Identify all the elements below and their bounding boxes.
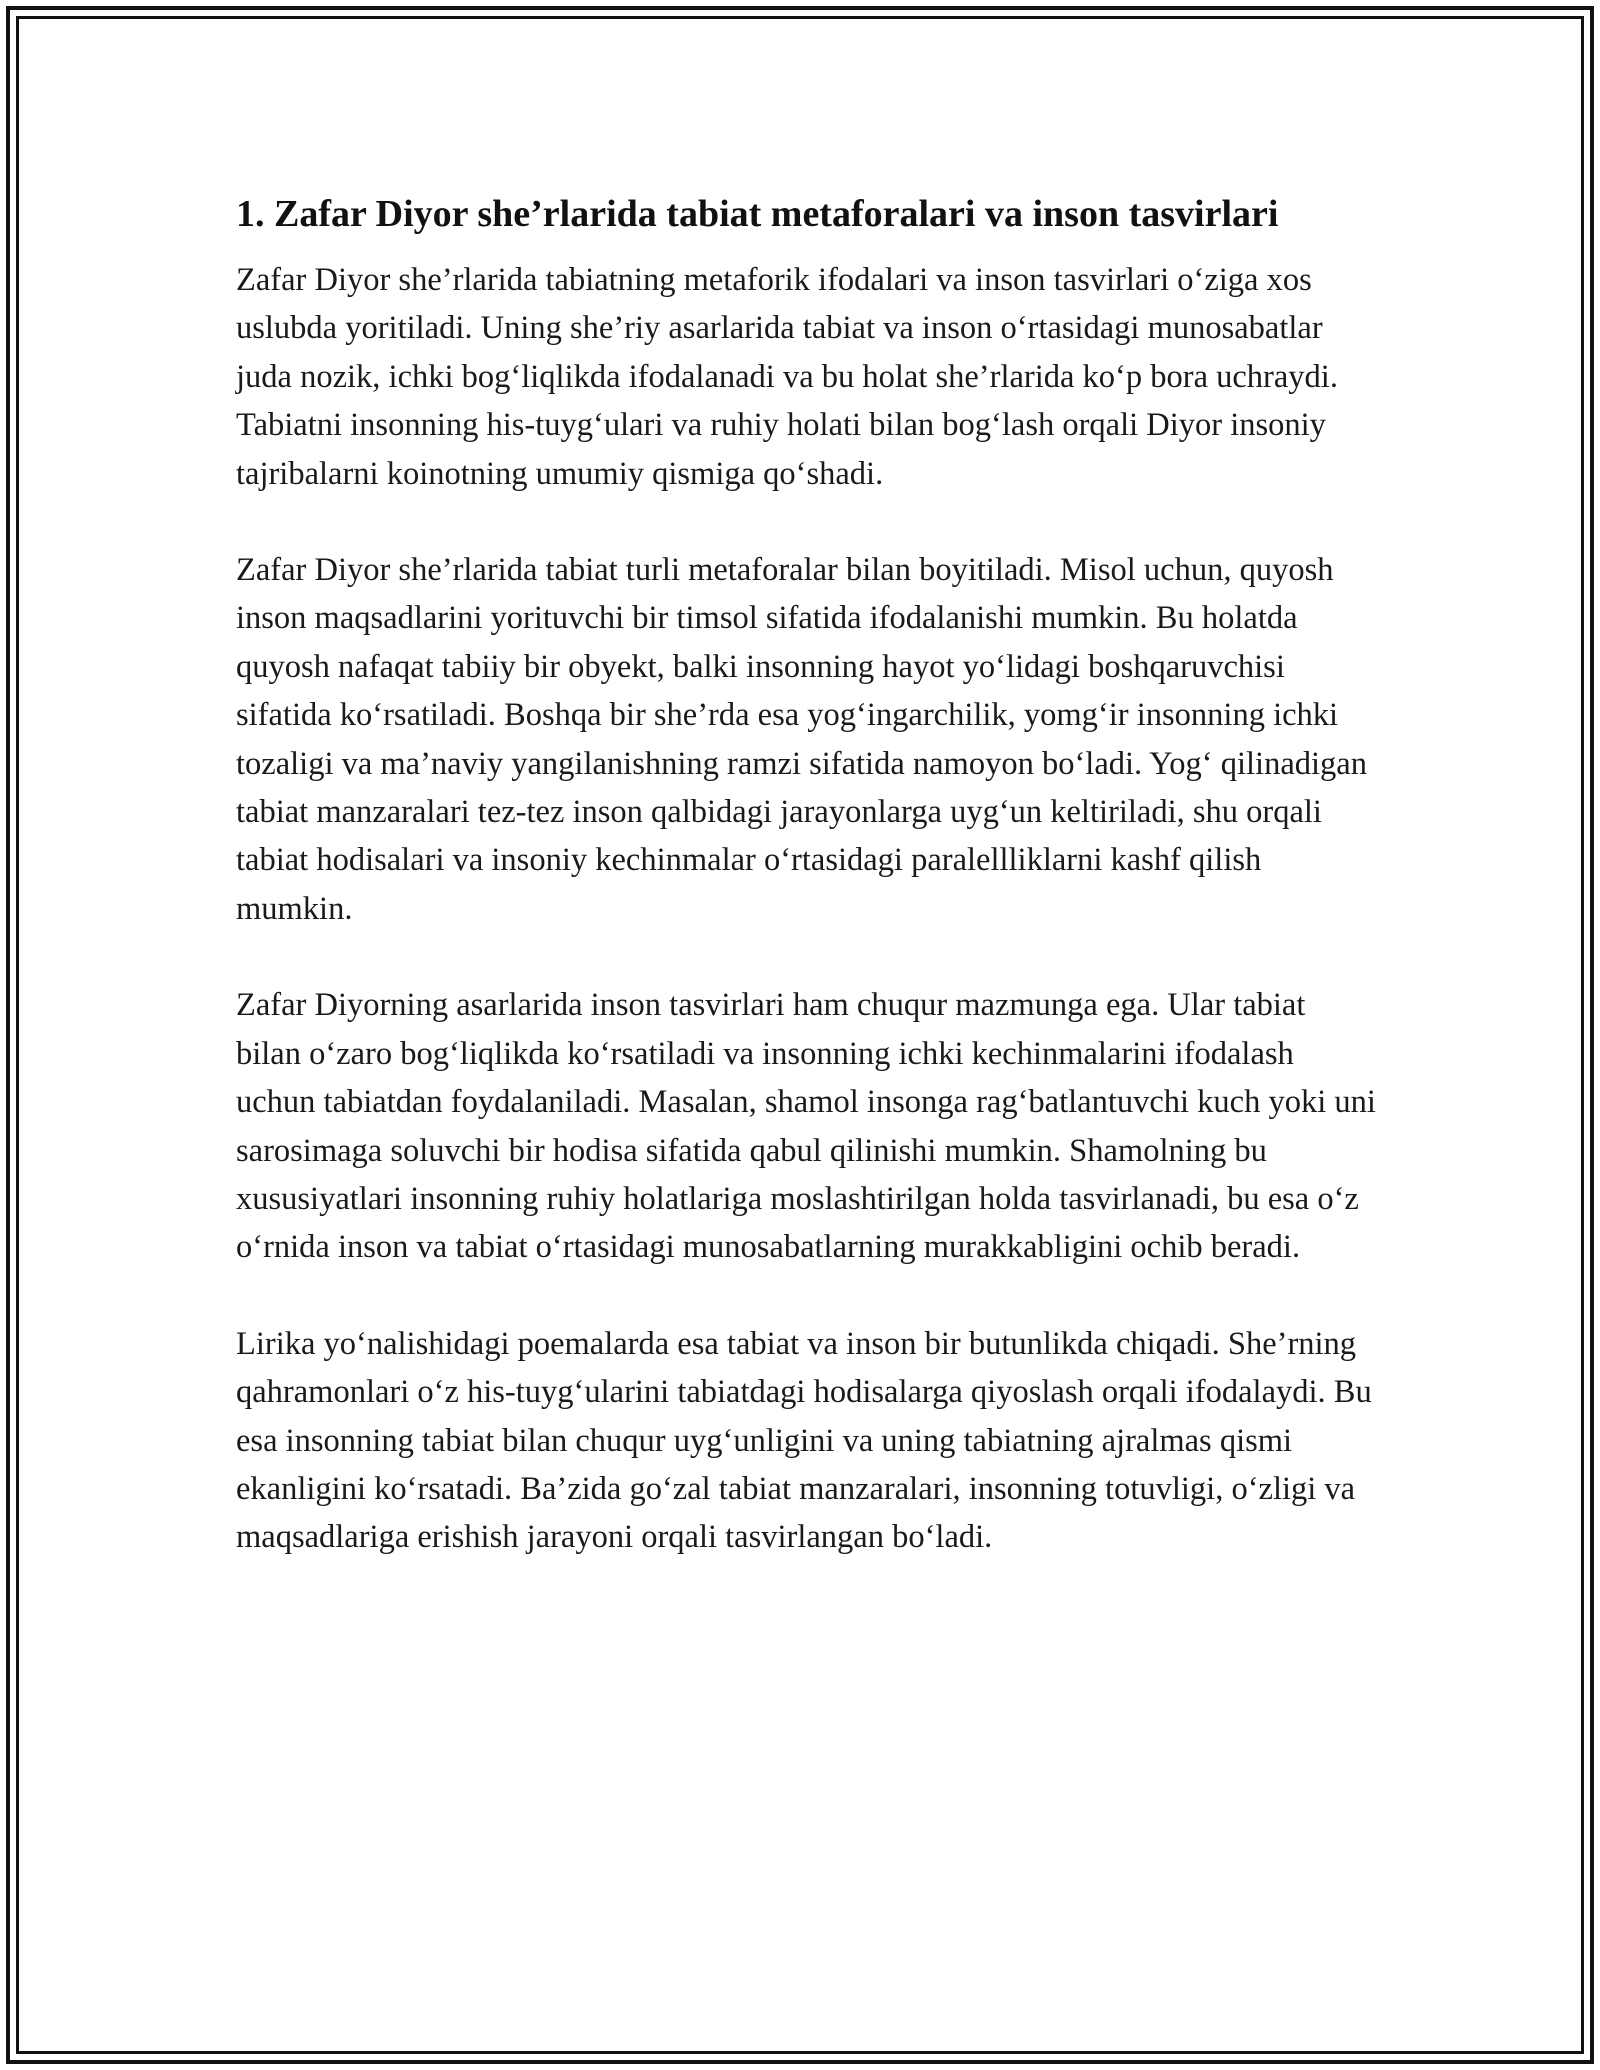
section-heading: 1. Zafar Diyor she’rlarida tabiat metaforalari va inson tasvirlari (236, 193, 1279, 235)
paragraph-3: Zafar Diyorning asarlarida inson tasvirlari ham chuqur mazmunga ega. Ular tabiat bilan o‘zaro bog‘liqlikda ko‘rsatiladi va insonning ichki kechinmalarini ifodalash uchun tabiatdan foydalaniladi. Masalan, shamol insonga rag‘batlantuvchi kuch yoki uni sarosimaga soluvchi bir hodisa sifatida qabul qilinishi mumkin. Shamolning bu xususiyatlari insonning ruhiy holatlariga moslashtirilgan holda tasvirlanadi, bu esa o‘z o‘rnida inson va tabiat o‘rtasidagi munosabatlarning murakkabligini ochib beradi. (236, 987, 1376, 1266)
paragraph-4: Lirika yo‘nalishidagi poemalarda esa tabiat va inson bir butunlikda chiqadi. She’rning qahramonlari o‘z his-tuyg‘ularini tabiatdagi hodisalarga qiyoslash orqali ifodalaydi. Bu esa insonning tabiat bilan chuqur uyg‘unligini va uning tabiatning ajralmas qismi ekanligini ko‘rsatadi. Ba’zida go‘zal tabiat manzaralari, insonning totuvligi, o‘zligi va maqsadlariga erishish jarayoni orqali tasvirlangan bo‘ladi. (236, 1325, 1372, 1556)
paragraph-1: Zafar Diyor she’rlarida tabiatning metaforik ifodalari va inson tasvirlari o‘ziga xos uslubda yoritiladi. Uning she’riy asarlarida tabiat va inson o‘rtasidagi munosabatlar juda nozik, ichki bog‘liqlikda ifodalanadi va bu holat she’rlarida ko‘p bora uchraydi. Tabiatni insonning his-tuyg‘ulari va ruhiy holati bilan bog‘lash orqali Diyor insoniy tajribalarni koinotning umumiy qismiga qo‘shadi. (236, 262, 1338, 492)
document-body (236, 186, 1376, 1610)
paragraph-2: Zafar Diyor she’rlarida tabiat turli metaforalar bilan boyitiladi. Misol uchun, quyosh inson maqsadlarini yorituvchi bir timsol sifatida ifodalanishi mumkin. Bu holatda quyosh nafaqat tabiiy bir obyekt, balki insonning hayot yo‘lidagi boshqaruvchisi sifatida ko‘rsatiladi. Boshqa bir she’rda esa yog‘ingarchilik, yomg‘ir insonning ichki tozaligi va ma’naviy yangilanishning ramzi sifatida namoyon bo‘ladi. Yog‘ qilinadigan tabiat manzaralari tez-tez inson qalbidagi jarayonlarga uyg‘un keltiriladi, shu orqali tabiat hodisalari va insoniy kechinmalar o‘rtasidagi paralellliklarni kashf qilish mumkin. (236, 552, 1367, 927)
